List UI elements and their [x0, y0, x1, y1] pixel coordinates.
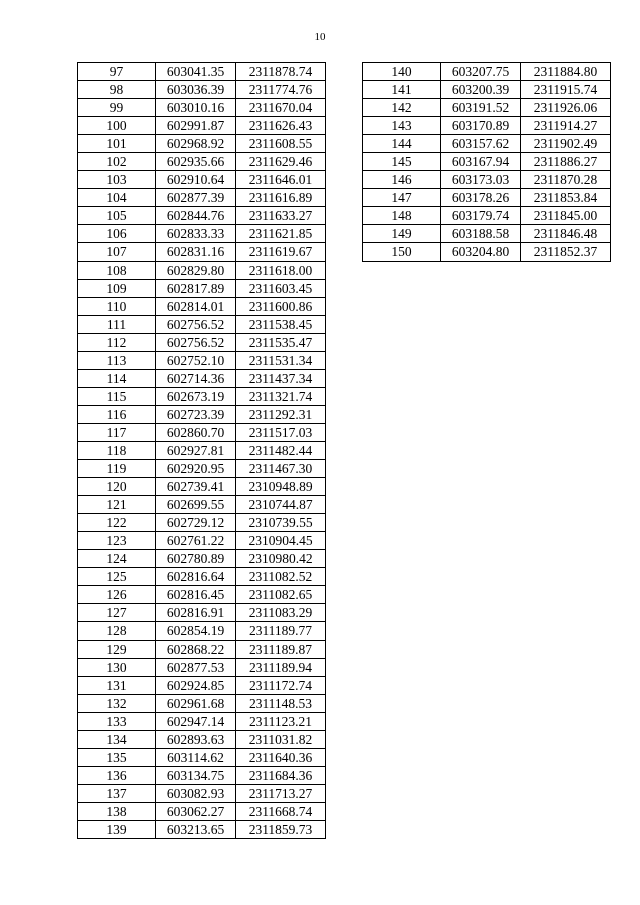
- point-number-cell: 129: [78, 640, 156, 658]
- table-row: [363, 243, 611, 261]
- table-row: [78, 730, 326, 748]
- table-row: [78, 802, 326, 820]
- point-number-cell: 118: [78, 441, 156, 459]
- y-coordinate-cell: 2311123.21: [236, 712, 326, 730]
- y-coordinate-cell: 2310739.55: [236, 514, 326, 532]
- table-row: [78, 496, 326, 514]
- point-number-cell: 113: [78, 351, 156, 369]
- coordinates-table-right: [362, 62, 611, 262]
- table-row: [78, 351, 326, 369]
- point-number-cell: 142: [363, 99, 441, 117]
- point-number-cell: 104: [78, 189, 156, 207]
- point-number-cell: 149: [363, 225, 441, 243]
- y-coordinate-cell: 2311859.73: [236, 820, 326, 838]
- x-coordinate-cell: 602714.36: [156, 369, 236, 387]
- x-coordinate-cell: 602756.52: [156, 315, 236, 333]
- x-coordinate-cell: 602877.53: [156, 658, 236, 676]
- y-coordinate-cell: 2311608.55: [236, 135, 326, 153]
- y-coordinate-cell: 2311321.74: [236, 387, 326, 405]
- table-row: [363, 135, 611, 153]
- table-row: [78, 514, 326, 532]
- x-coordinate-cell: 602699.55: [156, 496, 236, 514]
- table-row: [78, 315, 326, 333]
- table-row: [78, 568, 326, 586]
- x-coordinate-cell: 602729.12: [156, 514, 236, 532]
- point-number-cell: 116: [78, 405, 156, 423]
- x-coordinate-cell: 602947.14: [156, 712, 236, 730]
- x-coordinate-cell: 602961.68: [156, 694, 236, 712]
- y-coordinate-cell: 2311640.36: [236, 748, 326, 766]
- point-number-cell: 103: [78, 171, 156, 189]
- y-coordinate-cell: 2311482.44: [236, 441, 326, 459]
- x-coordinate-cell: 603179.74: [441, 207, 521, 225]
- table-row: [78, 622, 326, 640]
- y-coordinate-cell: 2311031.82: [236, 730, 326, 748]
- x-coordinate-cell: 603010.16: [156, 99, 236, 117]
- x-coordinate-cell: 602816.45: [156, 586, 236, 604]
- y-coordinate-cell: 2311914.27: [521, 117, 611, 135]
- y-coordinate-cell: 2311082.65: [236, 586, 326, 604]
- table-row: [78, 243, 326, 261]
- table-row: [363, 189, 611, 207]
- point-number-cell: 117: [78, 423, 156, 441]
- table-row: [78, 297, 326, 315]
- table-row: [363, 117, 611, 135]
- y-coordinate-cell: 2311189.94: [236, 658, 326, 676]
- point-number-cell: 99: [78, 99, 156, 117]
- point-number-cell: 109: [78, 279, 156, 297]
- y-coordinate-cell: 2311853.84: [521, 189, 611, 207]
- x-coordinate-cell: 603157.62: [441, 135, 521, 153]
- point-number-cell: 141: [363, 81, 441, 99]
- x-coordinate-cell: 603036.39: [156, 81, 236, 99]
- table-row: [363, 207, 611, 225]
- point-number-cell: 126: [78, 586, 156, 604]
- x-coordinate-cell: 603188.58: [441, 225, 521, 243]
- point-number-cell: 140: [363, 63, 441, 81]
- y-coordinate-cell: 2311902.49: [521, 135, 611, 153]
- table-row: [78, 369, 326, 387]
- point-number-cell: 111: [78, 315, 156, 333]
- x-coordinate-cell: 603191.52: [441, 99, 521, 117]
- x-coordinate-cell: 602920.95: [156, 460, 236, 478]
- y-coordinate-cell: 2310980.42: [236, 550, 326, 568]
- x-coordinate-cell: 602831.16: [156, 243, 236, 261]
- y-coordinate-cell: 2311619.67: [236, 243, 326, 261]
- table-row: [363, 81, 611, 99]
- point-number-cell: 105: [78, 207, 156, 225]
- y-coordinate-cell: 2311437.34: [236, 369, 326, 387]
- point-number-cell: 136: [78, 766, 156, 784]
- point-number-cell: 135: [78, 748, 156, 766]
- y-coordinate-cell: 2311626.43: [236, 117, 326, 135]
- table-row: [78, 189, 326, 207]
- x-coordinate-cell: 602816.64: [156, 568, 236, 586]
- y-coordinate-cell: 2311621.85: [236, 225, 326, 243]
- x-coordinate-cell: 602673.19: [156, 387, 236, 405]
- table-row: [78, 460, 326, 478]
- x-coordinate-cell: 603207.75: [441, 63, 521, 81]
- table-row: [78, 532, 326, 550]
- table-row: [78, 586, 326, 604]
- table-row: [363, 63, 611, 81]
- table-row: [78, 694, 326, 712]
- point-number-cell: 145: [363, 153, 441, 171]
- x-coordinate-cell: 602816.91: [156, 604, 236, 622]
- y-coordinate-cell: 2311878.74: [236, 63, 326, 81]
- y-coordinate-cell: 2311846.48: [521, 225, 611, 243]
- table-row: [363, 171, 611, 189]
- point-number-cell: 100: [78, 117, 156, 135]
- point-number-cell: 134: [78, 730, 156, 748]
- x-coordinate-cell: 602723.39: [156, 405, 236, 423]
- y-coordinate-cell: 2311082.52: [236, 568, 326, 586]
- y-coordinate-cell: 2311629.46: [236, 153, 326, 171]
- x-coordinate-cell: 602752.10: [156, 351, 236, 369]
- y-coordinate-cell: 2311538.45: [236, 315, 326, 333]
- table-row: [78, 261, 326, 279]
- y-coordinate-cell: 2311670.04: [236, 99, 326, 117]
- point-number-cell: 120: [78, 478, 156, 496]
- point-number-cell: 127: [78, 604, 156, 622]
- x-coordinate-cell: 602844.76: [156, 207, 236, 225]
- x-coordinate-cell: 602780.89: [156, 550, 236, 568]
- point-number-cell: 98: [78, 81, 156, 99]
- y-coordinate-cell: 2311845.00: [521, 207, 611, 225]
- table-row: [78, 207, 326, 225]
- point-number-cell: 102: [78, 153, 156, 171]
- table-row: [78, 478, 326, 496]
- point-number-cell: 150: [363, 243, 441, 261]
- point-number-cell: 143: [363, 117, 441, 135]
- point-number-cell: 138: [78, 802, 156, 820]
- point-number-cell: 97: [78, 63, 156, 81]
- y-coordinate-cell: 2310948.89: [236, 478, 326, 496]
- point-number-cell: 115: [78, 387, 156, 405]
- x-coordinate-cell: 603170.89: [441, 117, 521, 135]
- x-coordinate-cell: 603204.80: [441, 243, 521, 261]
- table-row: [78, 153, 326, 171]
- point-number-cell: 137: [78, 784, 156, 802]
- y-coordinate-cell: 2311600.86: [236, 297, 326, 315]
- point-number-cell: 124: [78, 550, 156, 568]
- table-row: [363, 225, 611, 243]
- x-coordinate-cell: 602868.22: [156, 640, 236, 658]
- y-coordinate-cell: 2311535.47: [236, 333, 326, 351]
- y-coordinate-cell: 2311603.45: [236, 279, 326, 297]
- page-number: 10: [314, 31, 326, 43]
- table-row: [78, 81, 326, 99]
- x-coordinate-cell: 603213.65: [156, 820, 236, 838]
- x-coordinate-cell: 603178.26: [441, 189, 521, 207]
- table-row: [78, 676, 326, 694]
- table-row: [78, 658, 326, 676]
- y-coordinate-cell: 2311148.53: [236, 694, 326, 712]
- table-row: [78, 117, 326, 135]
- point-number-cell: 122: [78, 514, 156, 532]
- table-row: [78, 423, 326, 441]
- y-coordinate-cell: 2311083.29: [236, 604, 326, 622]
- x-coordinate-cell: 602910.64: [156, 171, 236, 189]
- point-number-cell: 148: [363, 207, 441, 225]
- table-row: [78, 135, 326, 153]
- y-coordinate-cell: 2310904.45: [236, 532, 326, 550]
- table-row: [363, 99, 611, 117]
- table-row: [78, 171, 326, 189]
- point-number-cell: 131: [78, 676, 156, 694]
- point-number-cell: 147: [363, 189, 441, 207]
- x-coordinate-cell: 603114.62: [156, 748, 236, 766]
- table-row: [78, 784, 326, 802]
- x-coordinate-cell: 602854.19: [156, 622, 236, 640]
- y-coordinate-cell: 2311616.89: [236, 189, 326, 207]
- x-coordinate-cell: 602756.52: [156, 333, 236, 351]
- y-coordinate-cell: 2310744.87: [236, 496, 326, 514]
- y-coordinate-cell: 2311713.27: [236, 784, 326, 802]
- x-coordinate-cell: 602893.63: [156, 730, 236, 748]
- x-coordinate-cell: 602814.01: [156, 297, 236, 315]
- point-number-cell: 106: [78, 225, 156, 243]
- x-coordinate-cell: 602991.87: [156, 117, 236, 135]
- point-number-cell: 144: [363, 135, 441, 153]
- table-row: [78, 387, 326, 405]
- y-coordinate-cell: 2311172.74: [236, 676, 326, 694]
- y-coordinate-cell: 2311668.74: [236, 802, 326, 820]
- x-coordinate-cell: 603200.39: [441, 81, 521, 99]
- point-number-cell: 108: [78, 261, 156, 279]
- y-coordinate-cell: 2311870.28: [521, 171, 611, 189]
- y-coordinate-cell: 2311531.34: [236, 351, 326, 369]
- y-coordinate-cell: 2311774.76: [236, 81, 326, 99]
- y-coordinate-cell: 2311292.31: [236, 405, 326, 423]
- x-coordinate-cell: 602927.81: [156, 441, 236, 459]
- table-row: [78, 333, 326, 351]
- x-coordinate-cell: 603082.93: [156, 784, 236, 802]
- x-coordinate-cell: 602761.22: [156, 532, 236, 550]
- y-coordinate-cell: 2311189.77: [236, 622, 326, 640]
- table-row: [78, 99, 326, 117]
- table-row: [363, 153, 611, 171]
- point-number-cell: 114: [78, 369, 156, 387]
- y-coordinate-cell: 2311926.06: [521, 99, 611, 117]
- point-number-cell: 146: [363, 171, 441, 189]
- table-row: [78, 640, 326, 658]
- y-coordinate-cell: 2311467.30: [236, 460, 326, 478]
- x-coordinate-cell: 602935.66: [156, 153, 236, 171]
- point-number-cell: 125: [78, 568, 156, 586]
- y-coordinate-cell: 2311684.36: [236, 766, 326, 784]
- point-number-cell: 110: [78, 297, 156, 315]
- table-row: [78, 225, 326, 243]
- table-row: [78, 550, 326, 568]
- y-coordinate-cell: 2311618.00: [236, 261, 326, 279]
- table-row: [78, 279, 326, 297]
- x-coordinate-cell: 602833.33: [156, 225, 236, 243]
- x-coordinate-cell: 603173.03: [441, 171, 521, 189]
- point-number-cell: 128: [78, 622, 156, 640]
- point-number-cell: 121: [78, 496, 156, 514]
- x-coordinate-cell: 602860.70: [156, 423, 236, 441]
- y-coordinate-cell: 2311915.74: [521, 81, 611, 99]
- point-number-cell: 130: [78, 658, 156, 676]
- y-coordinate-cell: 2311646.01: [236, 171, 326, 189]
- y-coordinate-cell: 2311189.87: [236, 640, 326, 658]
- table-row: [78, 441, 326, 459]
- table-row: [78, 820, 326, 838]
- table-row: [78, 405, 326, 423]
- x-coordinate-cell: 603041.35: [156, 63, 236, 81]
- x-coordinate-cell: 602924.85: [156, 676, 236, 694]
- x-coordinate-cell: 602739.41: [156, 478, 236, 496]
- point-number-cell: 132: [78, 694, 156, 712]
- y-coordinate-cell: 2311852.37: [521, 243, 611, 261]
- table-row: [78, 63, 326, 81]
- x-coordinate-cell: 603134.75: [156, 766, 236, 784]
- point-number-cell: 107: [78, 243, 156, 261]
- y-coordinate-cell: 2311884.80: [521, 63, 611, 81]
- y-coordinate-cell: 2311633.27: [236, 207, 326, 225]
- y-coordinate-cell: 2311517.03: [236, 423, 326, 441]
- x-coordinate-cell: 602968.92: [156, 135, 236, 153]
- table-row: [78, 712, 326, 730]
- coordinates-table-left: [77, 62, 326, 839]
- x-coordinate-cell: 602829.80: [156, 261, 236, 279]
- point-number-cell: 139: [78, 820, 156, 838]
- y-coordinate-cell: 2311886.27: [521, 153, 611, 171]
- x-coordinate-cell: 603167.94: [441, 153, 521, 171]
- point-number-cell: 112: [78, 333, 156, 351]
- point-number-cell: 101: [78, 135, 156, 153]
- point-number-cell: 123: [78, 532, 156, 550]
- table-row: [78, 604, 326, 622]
- table-row: [78, 766, 326, 784]
- x-coordinate-cell: 603062.27: [156, 802, 236, 820]
- point-number-cell: 119: [78, 460, 156, 478]
- table-row: [78, 748, 326, 766]
- point-number-cell: 133: [78, 712, 156, 730]
- x-coordinate-cell: 602877.39: [156, 189, 236, 207]
- x-coordinate-cell: 602817.89: [156, 279, 236, 297]
